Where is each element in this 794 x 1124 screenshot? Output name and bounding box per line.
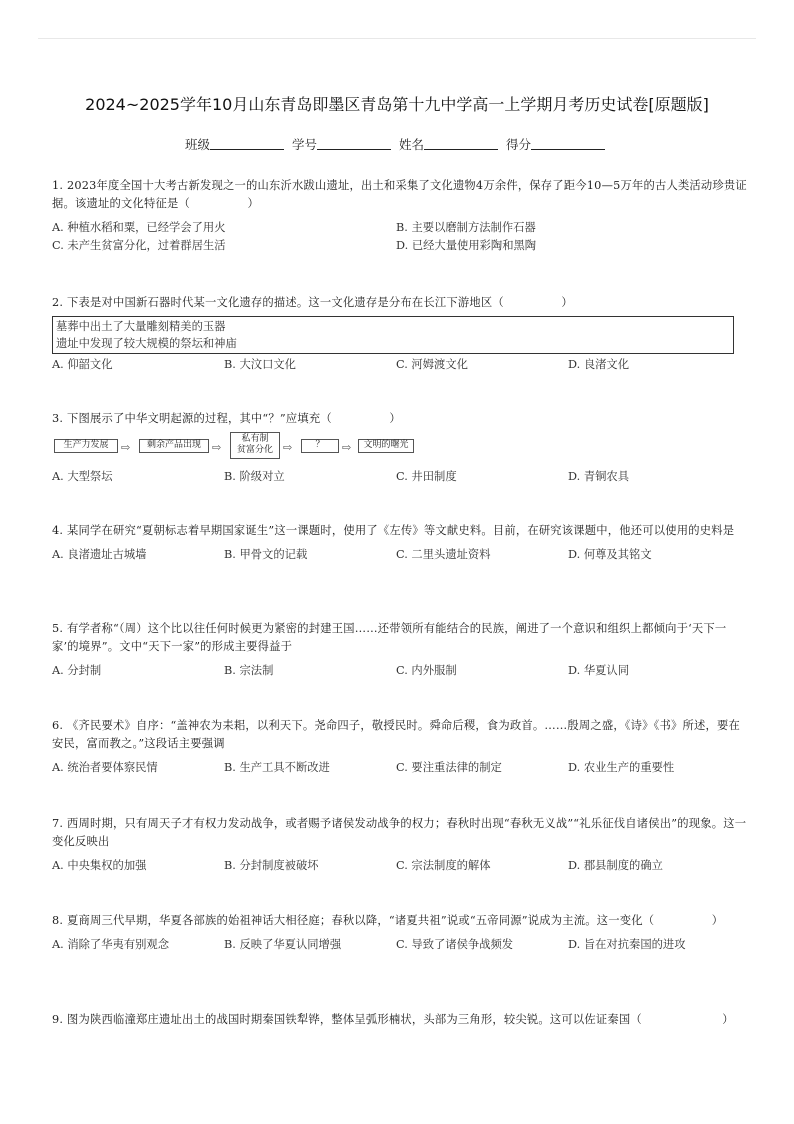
question-stem: 9. 图为陕西临潼郑庄遗址出土的战国时期秦国铁犁铧，整体呈弧形楠状，头部为三角形，较尖锐。这可以佐证秦国（ ） bbox=[52, 1013, 734, 1026]
name-label: 姓名 bbox=[398, 137, 424, 152]
table-row: 墓葬中出土了大量雕刻精美的玉器 bbox=[56, 320, 226, 333]
class-blank[interactable] bbox=[210, 137, 284, 150]
option-b[interactable]: B. 大汶口文化 bbox=[224, 358, 296, 371]
option-d[interactable]: D. 郡县制度的确立 bbox=[568, 859, 663, 872]
option-d[interactable]: D. 旨在对抗秦国的进攻 bbox=[568, 938, 686, 951]
option-c[interactable]: C. 宗法制度的解体 bbox=[396, 859, 491, 872]
option-c[interactable]: C. 未产生贫富分化，过着群居生活 bbox=[52, 239, 226, 252]
option-b[interactable]: B. 宗法制 bbox=[224, 664, 274, 677]
option-a[interactable]: A. 仰韶文化 bbox=[52, 358, 113, 371]
question-5 bbox=[52, 620, 747, 680]
option-c[interactable]: C. 井田制度 bbox=[396, 470, 457, 483]
option-c[interactable]: C. 内外服制 bbox=[396, 664, 457, 677]
option-a[interactable]: A. 良渚遗址古城墙 bbox=[52, 548, 147, 561]
option-d[interactable]: D. 青铜农具 bbox=[568, 470, 630, 483]
question-stem: 8. 夏商周三代早期，华夏各部族的始祖神话大相径庭；春秋以降，“诸夏共祖”说或“五帝同源”说成为主流。这一变化（ ） bbox=[52, 914, 724, 927]
question-8 bbox=[52, 912, 747, 954]
arrow-icon: ⇨ bbox=[342, 441, 352, 454]
description-table bbox=[52, 316, 734, 354]
question-7 bbox=[52, 815, 747, 875]
option-b[interactable]: B. 阶级对立 bbox=[224, 470, 285, 483]
option-a[interactable]: A. 统治者要体察民情 bbox=[52, 761, 158, 774]
option-b[interactable]: B. 分封制度被破坏 bbox=[224, 859, 319, 872]
option-c[interactable]: C. 河姆渡文化 bbox=[396, 358, 468, 371]
flow-box-unknown: ？ bbox=[301, 439, 339, 453]
question-options bbox=[52, 219, 747, 255]
top-divider bbox=[38, 38, 756, 39]
arrow-icon: ⇨ bbox=[212, 441, 222, 454]
question-stem: 5. 有学者称“（周）这个比以往任何时候更为紧密的封建王国……还带领所有能结合的民族，阐进了一个意识和组织上都倾向于‘天下一家’的境界”。文中“天下一家”的形成主要得益于 bbox=[52, 622, 727, 653]
name-blank[interactable] bbox=[424, 137, 498, 150]
option-b[interactable]: B. 主要以磨制方法制作石器 bbox=[396, 221, 536, 234]
option-d[interactable]: D. 良渚文化 bbox=[568, 358, 630, 371]
exam-title: 2024~2025学年10月山东青岛即墨区青岛第十九中学高一上学期月考历史试卷[原题版] bbox=[85, 95, 709, 114]
option-d[interactable]: D. 农业生产的重要性 bbox=[568, 761, 675, 774]
question-9 bbox=[52, 1011, 747, 1029]
option-d[interactable]: D. 已经大量使用彩陶和黑陶 bbox=[396, 239, 537, 252]
option-b[interactable]: B. 反映了华夏认同增强 bbox=[224, 938, 342, 951]
score-blank[interactable] bbox=[531, 137, 605, 150]
class-label: 班级 bbox=[184, 137, 210, 152]
student-info-line bbox=[0, 135, 794, 153]
score-label: 得分 bbox=[505, 137, 531, 152]
question-options bbox=[52, 759, 747, 777]
option-c[interactable]: C. 要注重法律的制定 bbox=[396, 761, 502, 774]
option-a[interactable]: A. 中央集权的加强 bbox=[52, 859, 147, 872]
flow-box-civilization-dawn: 文明的曙光 bbox=[358, 439, 414, 453]
table-row: 遗址中发现了较大规模的祭坛和神庙 bbox=[56, 337, 237, 350]
option-a[interactable]: A. 消除了华夷有别观念 bbox=[52, 938, 170, 951]
option-b[interactable]: B. 甲骨文的记载 bbox=[224, 548, 308, 561]
option-d[interactable]: D. 何尊及其铭文 bbox=[568, 548, 652, 561]
question-6 bbox=[52, 717, 747, 777]
question-options bbox=[52, 936, 747, 954]
question-stem: 4. 某同学在研究“夏朝标志着早期国家诞生”这一课题时，使用了《左传》等文献史料。目前，在研究该课题中，他还可以使用的史料是 bbox=[52, 524, 735, 537]
question-options bbox=[52, 546, 747, 564]
question-1 bbox=[52, 177, 747, 255]
option-c[interactable]: C. 导致了诸侯争战频发 bbox=[396, 938, 514, 951]
flow-box-productivity: 生产力发展 bbox=[54, 439, 118, 453]
question-options bbox=[52, 468, 747, 486]
option-b[interactable]: B. 生产工具不断改进 bbox=[224, 761, 330, 774]
arrow-icon: ⇨ bbox=[121, 441, 131, 454]
question-options bbox=[52, 356, 747, 374]
arrow-icon: ⇨ bbox=[283, 441, 293, 454]
student-id-label: 学号 bbox=[291, 137, 317, 152]
question-stem: 7. 西周时期，只有周天子才有权力发动战争，或者赐予诸侯发动战争的权力；春秋时出现“春秋无义战”“礼乐征伐自诸侯出”的现象。这一变化反映出 bbox=[52, 817, 747, 848]
question-4 bbox=[52, 522, 747, 564]
option-c[interactable]: C. 二里头遗址资料 bbox=[396, 548, 491, 561]
question-2 bbox=[52, 294, 747, 374]
flow-box-surplus: 剩余产品出现 bbox=[139, 439, 209, 453]
option-d[interactable]: D. 华夏认同 bbox=[568, 664, 630, 677]
option-a[interactable]: A. 大型祭坛 bbox=[52, 470, 113, 483]
student-id-blank[interactable] bbox=[317, 137, 391, 150]
question-options bbox=[52, 857, 747, 875]
question-stem: 6. 《齐民要术》自序：“盖神农为耒耜，以利天下。尧命四子，敬授民时。舜命后稷，食为政首。……殷周之盛，《诗》《书》所述，要在安民，富而教之。”这段话主要强调 bbox=[52, 719, 740, 750]
question-stem: 1. 2023年度全国十大考古新发现之一的山东沂水跋山遗址，出土和采集了文化遗物4万余件，保存了距今10—5万年的古人类活动珍贵证据。该遗址的文化特征是（ ） bbox=[52, 179, 747, 210]
origin-flow-diagram bbox=[52, 432, 747, 460]
question-options bbox=[52, 662, 747, 680]
option-a[interactable]: A. 分封制 bbox=[52, 664, 102, 677]
flow-box-private-ownership: 私有制 贫富分化 bbox=[230, 432, 280, 459]
question-stem: 3. 下图展示了中华文明起源的过程，其中“？”应填充（ ） bbox=[52, 412, 401, 425]
option-a[interactable]: A. 种植水稻和粟，已经学会了用火 bbox=[52, 221, 226, 234]
question-stem: 2. 下表是对中国新石器时代某一文化遗存的描述。这一文化遗存是分布在长江下游地区（ ） bbox=[52, 296, 573, 309]
question-3 bbox=[52, 410, 747, 486]
